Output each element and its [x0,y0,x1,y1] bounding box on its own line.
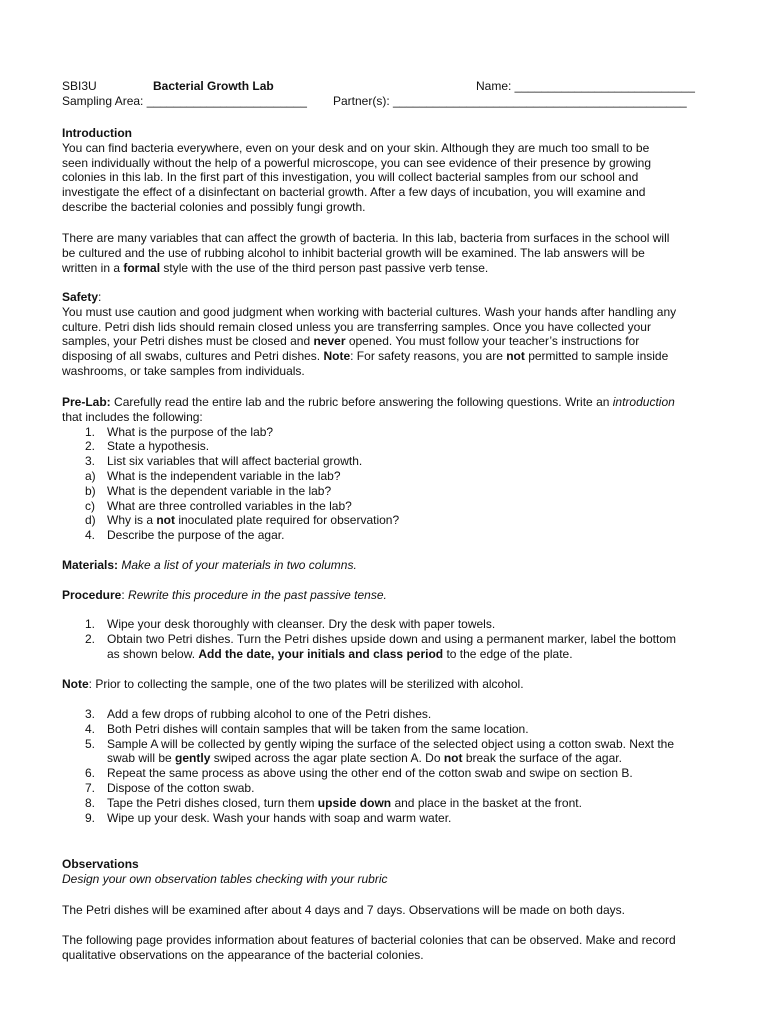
list-item: a) What is the independent variable in the lab? [85,468,341,483]
safety-section: Safety: You must use caution and good judgment when working with bacterial cultures. Wash your hands after handling any culture. Petri dish lids should remain closed unless you are transferring samples. Once you have collected your samples, your Petri dishes must be closed and never opened. You must follow your teacher’s instructions for disposing of all swabs, cultures and Petri dishes. Note: For safety reasons, you are not permitted to sample inside washrooms, or take samples from individuals. [62,290,712,379]
observations-section [62,857,712,887]
intro-line: You can find bacteria everywhere, even on your desk and on your skin. Although they are much too small to be [62,140,650,155]
never-emphasis: never [313,334,346,349]
not-emphasis: not [506,349,525,364]
list-item: 4. Describe the purpose of the agar. [85,528,285,543]
observations-guidance: The following page provides information about features of bacterial colonies that can be observed. Make and record qualitative observations on the appearance of the bacterial colonies. [62,933,676,962]
prelab-line: that includes the following: [62,409,203,424]
intro-line: investigate the effect of a disinfectant on bacterial growth. After a few days of incubation, you will examine and [62,185,646,200]
note-label: Note [323,349,351,364]
safety-line: samples, your Petri dishes must be closed and never opened. You must follow your teacher’s instructions for [62,334,640,349]
intro-line: colonies in this lab. In the first part of this investigation, you will collect bacterial samples from our school and [62,170,639,185]
observations-heading: Observations [62,857,139,871]
list-item: 8. Tape the Petri dishes closed, turn them upside down and place in the basket at the front. [85,795,582,810]
intro-line: describe the bacterial colonies and possibly fungi growth. [62,199,366,214]
observations-instruction: Design your own observation tables checking with your rubric [62,871,388,886]
date-initials-emphasis: Add the date, your initials and class period [198,646,444,661]
list-item: d) Why is a not inoculated plate required for observation? [85,513,400,528]
list-item: 5. Sample A will be collected by gently wiping the surface of the selected object using a cotton swab. Next the [85,736,674,751]
introduction-section [62,126,712,215]
safety-line: culture. Petri dish lids should remain closed unless you are transferring samples. Once you have collected your [62,319,651,334]
name-field: Name: ___________________________ [476,79,695,93]
procedure-heading: Procedure [62,588,122,602]
list-item: as shown below. Add the date, your initials and class period to the edge of the plate. [107,646,573,661]
procedure-heading-line: Procedure: Rewrite this procedure in the past passive tense. [62,588,387,602]
list-item: 4. Both Petri dishes will contain samples that will be taken from the same location. [85,721,529,736]
note-label: Note [62,677,89,691]
prelab-section: Pre-Lab: Carefully read the entire lab and the rubric before answering the following questions. Write an introduction that includes the following: 1. What is the purpose of the lab? 2. State a hypothesis. 3. List six variables that will affect bacterial growth. a) What is the independent variable in the lab? b) What is the dependent variable in the lab? c) What are three controlled variables in the lab? d) Why is a not inoculated plate required for observation? 4. Describe the purpose of the agar. [62,395,712,543]
list-item: b) What is the dependent variable in the lab? [85,483,332,498]
procedure-instruction: Rewrite this procedure in the past passive tense. [124,588,387,602]
safety-line: washrooms, or take samples from individuals. [62,363,305,378]
safety-line: disposing of all swabs, cultures and Petri dishes. Note: For safety reasons, you are not permitted to sample inside [62,349,669,364]
variables-line: written in a formal style with the use of the third person past passive verb tense. [62,260,489,275]
list-item: c) What are three controlled variables in the lab? [85,498,352,513]
sampling-area-field: Sampling Area: ________________________ [62,94,307,108]
procedure-steps-b [62,707,712,825]
list-item: swab will be gently swiped across the agar plate section A. Do not break the surface of the agar. [107,751,622,766]
variables-paragraph [62,231,712,275]
variables-line: be cultured and the use of rubbing alcohol to inhibit bacterial growth will be examined. The lab answers will be [62,245,645,260]
list-item: 2. Obtain two Petri dishes. Turn the Petri dishes upside down and using a permanent marker, label the bottom [85,631,676,646]
introduction-heading: Introduction [62,126,132,140]
list-item: 1. What is the purpose of the lab? [85,424,274,439]
prelab-heading: Pre-Lab: [62,395,111,409]
safety-heading: Safety [62,290,99,304]
list-item: 9. Wipe up your desk. Wash your hands with soap and warm water. [85,810,452,825]
list-item: 7. Dispose of the cotton swab. [85,780,255,795]
procedure-steps-a [62,617,712,661]
partners-field: Partner(s): ____________________________________________ [333,94,687,108]
list-item: 6. Repeat the same process as above using the other end of the cotton swab and swipe on section B. [85,766,633,781]
materials-heading: Materials: [62,558,119,572]
introduction-emphasis: introduction [612,395,675,409]
document-title: Bacterial Growth Lab [153,79,274,93]
list-item: 3. Add a few drops of rubbing alcohol to one of the Petri dishes. [85,707,432,721]
course-code: SBI3U [62,79,97,93]
formal-emphasis: formal [123,260,161,275]
materials-instruction: Make a list of your materials in two columns. [118,558,357,572]
list-item: 2. State a hypothesis. [85,439,210,454]
list-item: 1. Wipe your desk thoroughly with cleanser. Dry the desk with paper towels. [85,617,496,631]
materials-section [62,558,712,573]
safety-line: You must use caution and good judgment when working with bacterial cultures. Wash your hands after handling any [62,304,677,319]
prelab-question-list [62,425,712,543]
procedure-note: Note: Prior to collecting the sample, one of the two plates will be sterilized with alcohol. [62,677,524,691]
intro-line: seen individually without the help of a powerful microscope, you can see evidence of their presence by growing [62,155,652,170]
variables-line: There are many variables that can affect the growth of bacteria. In this lab, bacteria from surfaces in the school will [62,231,670,245]
list-item: 3. List six variables that will affect bacterial growth. [85,454,363,469]
observations-timing: The Petri dishes will be examined after about 4 days and 7 days. Observations will be made on both days. [62,903,625,917]
